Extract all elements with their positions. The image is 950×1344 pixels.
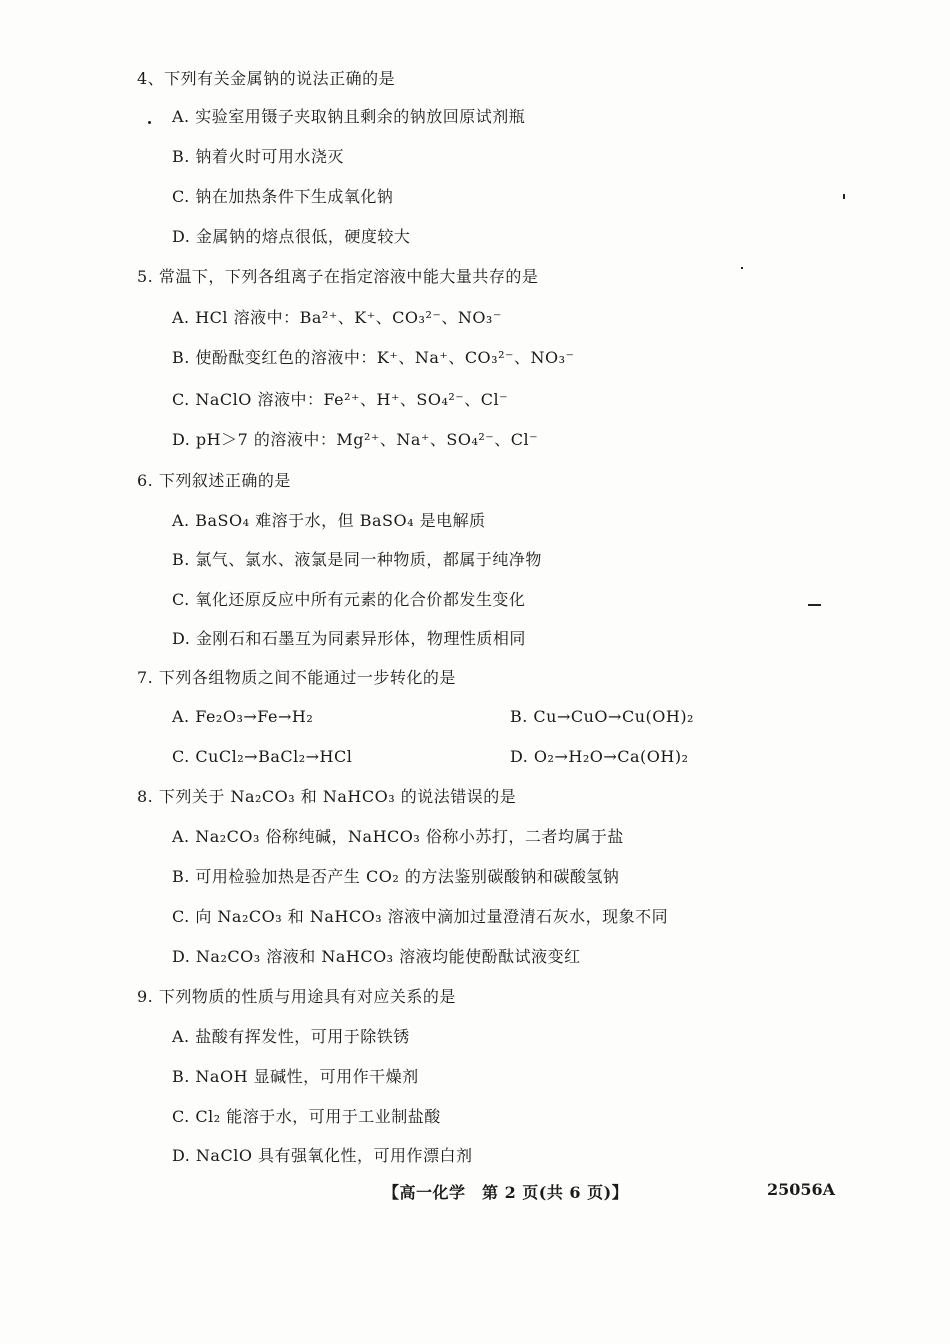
question-4-stem: 4、下列有关金属钠的说法正确的是: [137, 69, 396, 88]
question-9-stem: 9. 下列物质的性质与用途具有对应关系的是: [137, 987, 456, 1006]
scan-speck: [741, 267, 743, 269]
question-8-option-d: D. Na₂CO₃ 溶液和 NaHCO₃ 溶液均能使酚酞试液变红: [172, 947, 581, 966]
scan-speck: [808, 604, 821, 606]
question-7-option-a: A. Fe₂O₃→Fe→H₂: [172, 707, 314, 726]
question-4-option-b: B. 钠着火时可用水浇灭: [172, 147, 344, 166]
question-6-option-c: C. 氧化还原反应中所有元素的化合价都发生变化: [172, 590, 526, 609]
question-5-option-b: B. 使酚酞变红色的溶液中：K⁺、Na⁺、CO₃²⁻、NO₃⁻: [172, 348, 575, 367]
question-8-stem: 8. 下列关于 Na₂CO₃ 和 NaHCO₃ 的说法错误的是: [137, 787, 517, 806]
scan-speck: [843, 194, 845, 199]
question-8-option-a: A. Na₂CO₃ 俗称纯碱，NaHCO₃ 俗称小苏打，二者均属于盐: [172, 827, 624, 846]
question-7-option-b: B. Cu→CuO→Cu(OH)₂: [510, 707, 694, 726]
question-6-option-b: B. 氯气、氯水、液氯是同一种物质，都属于纯净物: [172, 550, 542, 569]
question-6-option-a: A. BaSO₄ 难溶于水，但 BaSO₄ 是电解质: [172, 511, 486, 530]
question-4-option-d: D. 金属钠的熔点很低，硬度较大: [172, 227, 411, 246]
question-7-option-c: C. CuCl₂→BaCl₂→HCl: [172, 747, 353, 766]
question-9-option-c: C. Cl₂ 能溶于水，可用于工业制盐酸: [172, 1107, 441, 1126]
question-6-option-d: D. 金刚石和石墨互为同素异形体，物理性质相同: [172, 629, 526, 648]
question-9-option-d: D. NaClO 具有强氧化性，可用作漂白剂: [172, 1146, 473, 1165]
page-footer: 【高一化学 第 2 页(共 6 页)】: [383, 1183, 629, 1202]
question-5-stem: 5. 常温下，下列各组离子在指定溶液中能大量共存的是: [137, 267, 539, 286]
question-7-option-d: D. O₂→H₂O→Ca(OH)₂: [510, 747, 689, 766]
question-8-option-b: B. 可用检验加热是否产生 CO₂ 的方法鉴别碳酸钠和碳酸氢钠: [172, 867, 620, 886]
question-5-option-d: D. pH＞7 的溶液中：Mg²⁺、Na⁺、SO₄²⁻、Cl⁻: [172, 430, 539, 449]
question-9-option-b: B. NaOH 显碱性，可用作干燥剂: [172, 1067, 419, 1086]
question-9-option-a: A. 盐酸有挥发性，可用于除铁锈: [172, 1027, 410, 1046]
question-5-option-a: A. HCl 溶液中：Ba²⁺、K⁺、CO₃²⁻、NO₃⁻: [172, 308, 502, 327]
exam-code: 25056A: [767, 1180, 836, 1199]
question-7-stem: 7. 下列各组物质之间不能通过一步转化的是: [137, 668, 456, 687]
question-8-option-c: C. 向 Na₂CO₃ 和 NaHCO₃ 溶液中滴加过量澄清石灰水，现象不同: [172, 907, 669, 926]
question-6-stem: 6. 下列叙述正确的是: [137, 471, 291, 490]
question-5-option-c: C. NaClO 溶液中：Fe²⁺、H⁺、SO₄²⁻、Cl⁻: [172, 390, 509, 409]
scan-speck: [148, 121, 151, 124]
question-4-option-a: A. 实验室用镊子夹取钠且剩余的钠放回原试剂瓶: [172, 107, 526, 126]
question-4-option-c: C. 钠在加热条件下生成氧化钠: [172, 187, 394, 206]
